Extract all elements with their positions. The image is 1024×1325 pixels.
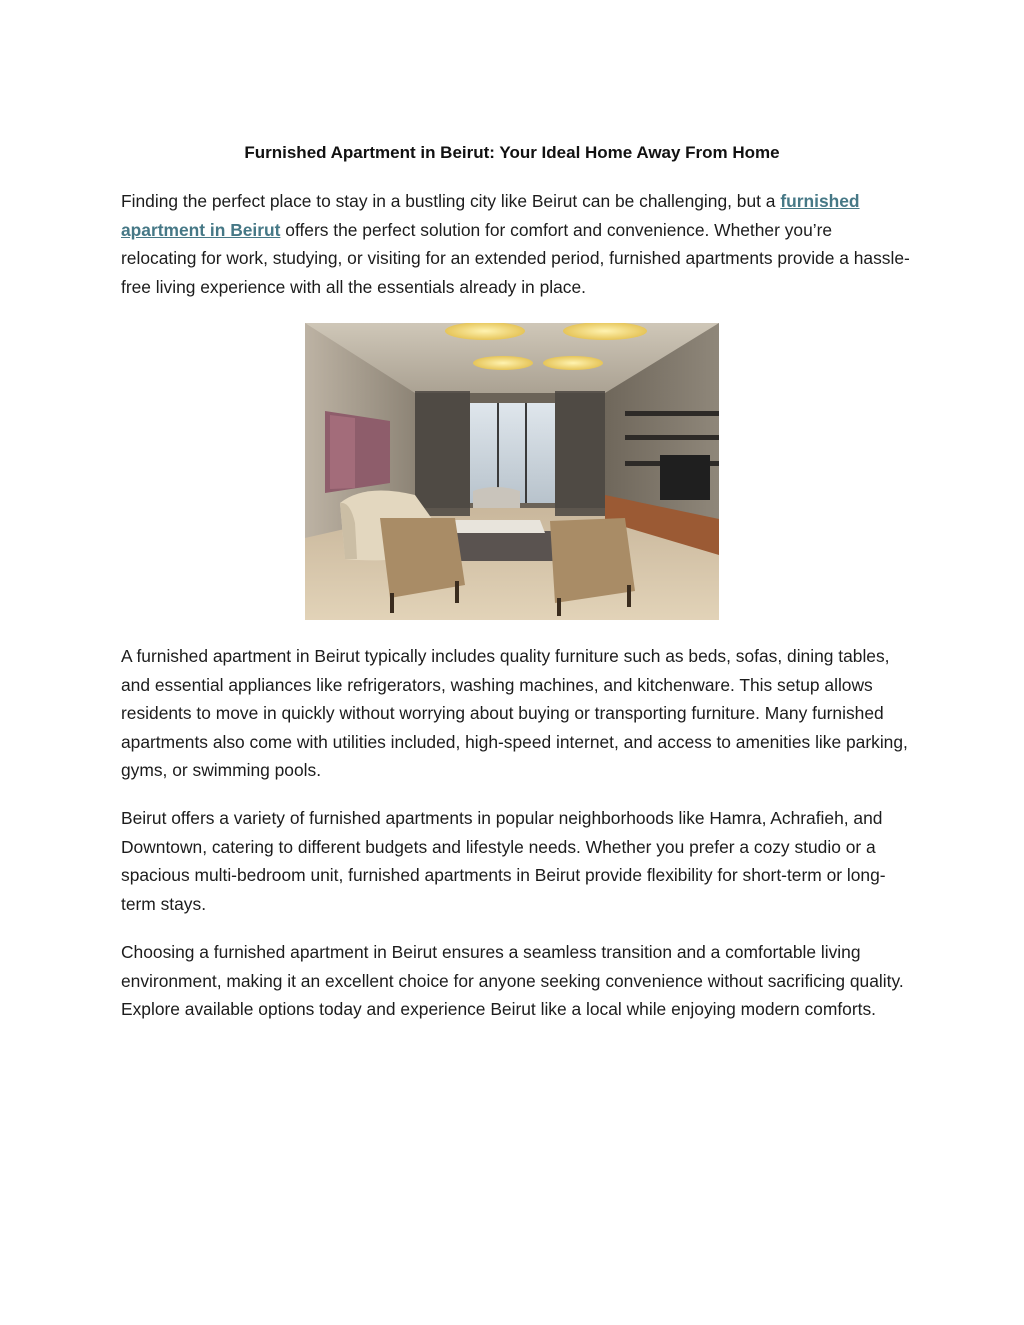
living-room-photo <box>305 323 719 620</box>
intro-paragraph <box>121 187 911 301</box>
body-paragraph: Beirut offers a variety of furnished apartments in popular neighborhoods like Hamra, Achrafieh, and Downtown, catering to different budgets and lifestyle needs. Whether you prefer a cozy studio or a spacious multi-bedroom unit, furnished apartments in Beirut provide flexibility for short-term or long-term stays. <box>121 808 886 914</box>
furnished-apartment-link[interactable]: furnished apartment in Beirut <box>121 191 860 240</box>
intro-text-after-link: offers the perfect solution for comfort and convenience. Whether you’re relocating for work, studying, or visiting for an extended period, furnished apartments provide a hassle-free living experience with all the essentials already in place. <box>121 219 910 297</box>
document-title: Furnished Apartment in Beirut: Your Ideal Home Away From Home <box>244 143 780 162</box>
intro-text-before-link: Finding the perfect place to stay in a bustling city like Beirut can be challenging, but a <box>121 191 781 211</box>
body-paragraph: A furnished apartment in Beirut typically includes quality furniture such as beds, sofas, dining tables, and essential appliances like refrigerators, washing machines, and kitchenware. This setup allows residents to move in quickly without worrying about buying or transporting furniture. Many furnished apartments also come with utilities included, high-speed internet, and access to amenities like parking, gyms, or swimming pools. <box>121 646 908 781</box>
body-paragraph: Choosing a furnished apartment in Beirut ensures a seamless transition and a comfortable living environment, making it an excellent choice for anyone seeking convenience without sacrificing quality. Explore available options today and experience Beirut like a local while enjoying modern comforts. <box>121 942 904 1020</box>
